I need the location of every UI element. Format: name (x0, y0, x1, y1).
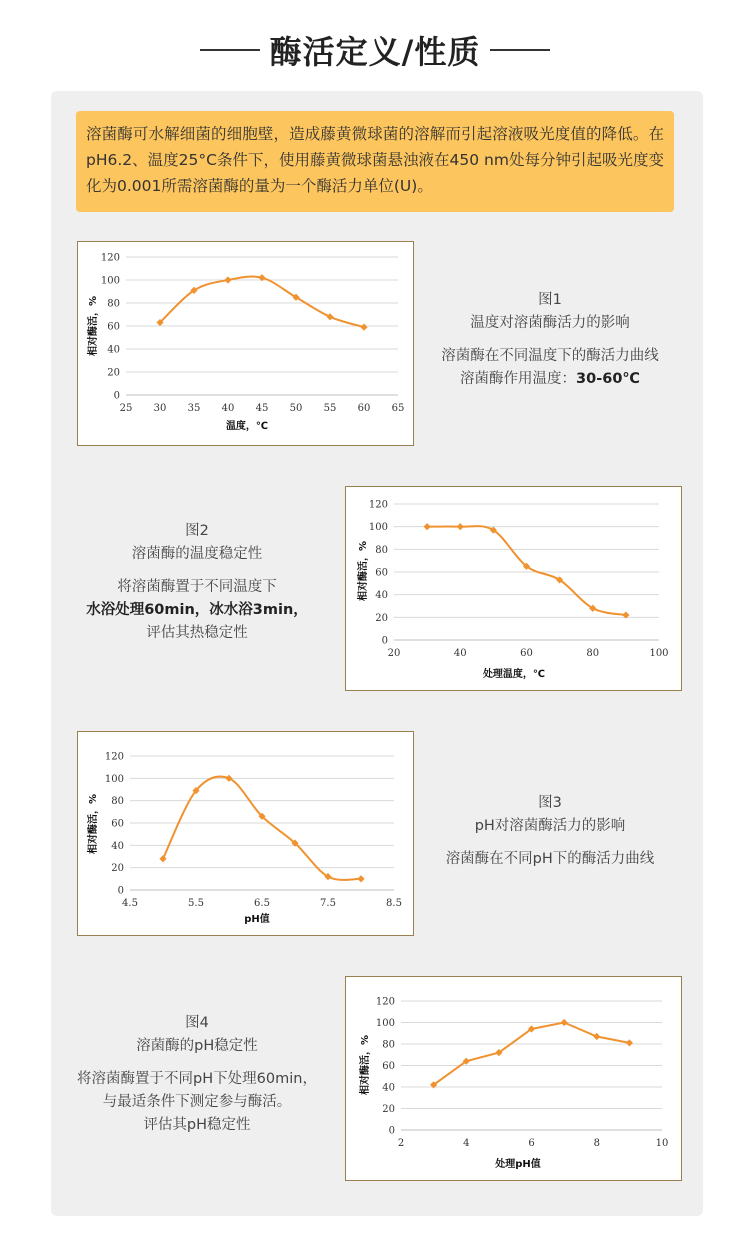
x-axis-label: 处理温度，℃ (482, 669, 546, 680)
x-tick-label: 80 (586, 648, 600, 659)
series-line (160, 277, 364, 328)
x-tick-label: 6.5 (254, 898, 270, 909)
y-axis-label: 相对酶活，% (88, 793, 99, 855)
data-point (360, 324, 367, 331)
x-axis-label: 处理pH值 (495, 1159, 541, 1170)
y-tick-label: 0 (381, 635, 388, 647)
figure-2-description (61, 576, 333, 645)
y-tick-label: 100 (375, 1018, 395, 1029)
x-tick-label: 8.5 (386, 898, 402, 909)
x-tick-label: 30 (153, 403, 167, 414)
x-tick-label: 4.5 (122, 898, 138, 909)
chart-1-frame (77, 241, 414, 446)
y-tick-label: 20 (382, 1104, 395, 1115)
y-tick-label: 100 (368, 522, 388, 534)
y-tick-label: 60 (107, 321, 120, 333)
x-tick-label: 55 (323, 403, 337, 414)
series-line (163, 777, 361, 880)
figure-3-title: pH对溶菌酶活力的影响 (474, 818, 626, 834)
figure-1-range-label: 溶菌酶作用温度： (460, 371, 577, 387)
chart-1 (78, 242, 413, 445)
y-tick-label: 40 (382, 1082, 395, 1094)
x-axis-label: 温度，℃ (225, 421, 269, 432)
y-tick-label: 20 (111, 863, 124, 875)
y-tick-label: 60 (375, 567, 388, 579)
definition-box: 溶菌酶可水解细菌的细胞壁，造成藤黄微球菌的溶解而引起溶液吸光度值的降低。在pH6.2、温度25°C条件下，使用藤黄微球菌悬浊液在450 nm处每分钟引起吸光度变化为0.001所需溶菌酶的量为一个酶活力单位(U)。 (76, 111, 674, 212)
x-tick-label: 60 (520, 648, 533, 659)
x-tick-label: 65 (391, 403, 405, 414)
y-tick-label: 120 (368, 499, 388, 511)
y-tick-label: 20 (107, 367, 120, 379)
y-tick-label: 60 (382, 1061, 395, 1072)
series-line (427, 526, 626, 615)
x-tick-label: 2 (397, 1138, 405, 1149)
y-tick-label: 120 (375, 996, 395, 1008)
chart-4 (346, 977, 681, 1180)
figure-1-description (419, 345, 681, 391)
x-tick-label: 40 (453, 648, 467, 659)
figure-4-desc-line-3: 评估其pH稳定性 (143, 1117, 251, 1133)
figure-1-desc-line: 溶菌酶在不同温度下的酶活力曲线 (441, 348, 659, 364)
figure-3-number: 图3 (538, 795, 562, 811)
x-tick-label: 8 (593, 1138, 600, 1149)
page-header (0, 22, 750, 78)
x-tick-label: 10 (655, 1138, 669, 1149)
figure-2-desc-line-3: 评估其热稳定性 (146, 625, 248, 641)
x-tick-label: 6 (528, 1138, 535, 1149)
x-tick-label: 25 (119, 403, 133, 414)
x-tick-label: 5.5 (188, 898, 204, 909)
chart-4-frame (345, 976, 682, 1181)
x-tick-label: 20 (387, 648, 401, 659)
figure-3-description: 溶菌酶在不同pH下的酶活力曲线 (445, 851, 655, 867)
y-tick-label: 0 (388, 1125, 395, 1137)
figure-4-caption (61, 1012, 333, 1137)
y-tick-label: 100 (104, 773, 124, 785)
y-tick-label: 20 (375, 612, 388, 624)
figure-2-caption (61, 520, 333, 645)
figure-4-number: 图4 (185, 1015, 209, 1031)
data-point (159, 855, 166, 862)
figure-2-number: 图2 (185, 523, 209, 539)
data-point (561, 1019, 568, 1026)
data-point (225, 775, 232, 782)
y-tick-label: 40 (111, 840, 124, 852)
x-tick-label: 35 (187, 403, 201, 414)
figure-1-number: 图1 (538, 292, 562, 308)
x-tick-label: 4 (463, 1138, 470, 1149)
y-axis-label: 相对酶活，% (360, 1034, 371, 1096)
data-point (593, 1033, 600, 1040)
y-tick-label: 40 (375, 590, 388, 602)
y-tick-label: 120 (104, 751, 124, 763)
y-tick-label: 80 (382, 1039, 395, 1051)
y-tick-label: 100 (100, 275, 120, 287)
x-tick-label: 7.5 (320, 898, 336, 909)
page-title: 酶活定义/性质 (269, 33, 481, 71)
figure-4-desc-line-1: 将溶菌酶置于不同pH下处理60min， (77, 1071, 317, 1087)
figure-4-description (61, 1068, 333, 1137)
y-tick-label: 60 (111, 818, 124, 830)
figure-4-desc-line-2: 与最适条件下测定参与酶活。 (102, 1094, 292, 1110)
chart-2 (346, 487, 681, 690)
figure-1-range-value: 30-60℃ (576, 371, 640, 387)
data-point (626, 1039, 633, 1046)
y-tick-label: 40 (107, 344, 120, 356)
x-tick-label: 45 (255, 403, 269, 414)
data-point (424, 523, 431, 530)
x-tick-label: 40 (221, 403, 235, 414)
x-tick-label: 50 (289, 403, 303, 414)
title-left-line (200, 49, 260, 51)
chart-3-frame (77, 731, 414, 936)
y-axis-label: 相对酶活，% (88, 295, 99, 357)
figure-2-title: 溶菌酶的温度稳定性 (131, 546, 263, 562)
x-tick-label: 100 (649, 648, 669, 659)
figure-1-title: 温度对溶菌酶活力的影响 (470, 315, 630, 331)
chart-3 (78, 732, 413, 935)
y-tick-label: 80 (111, 796, 124, 808)
figure-2-desc-line-1: 将溶菌酶置于不同温度下 (117, 579, 277, 595)
figure-3-caption (419, 792, 681, 871)
x-tick-label: 60 (357, 403, 371, 414)
data-point (326, 313, 333, 320)
y-tick-label: 120 (100, 252, 120, 264)
y-axis-label: 相对酶活，% (358, 540, 369, 602)
y-tick-label: 0 (117, 885, 124, 897)
data-point (224, 276, 231, 283)
y-tick-label: 80 (375, 544, 388, 556)
y-tick-label: 0 (113, 390, 120, 402)
chart-2-frame (345, 486, 682, 691)
x-axis-label: pH值 (244, 914, 270, 925)
title-right-line (490, 49, 550, 51)
data-point (357, 875, 364, 882)
figure-1-caption (419, 289, 681, 391)
data-point (457, 523, 464, 530)
figure-4-title: 溶菌酶的pH稳定性 (136, 1038, 258, 1054)
content-panel (51, 91, 703, 1216)
figure-2-desc-bold: 水浴处理60min，冰水浴3min， (86, 602, 308, 618)
y-tick-label: 80 (107, 298, 120, 310)
